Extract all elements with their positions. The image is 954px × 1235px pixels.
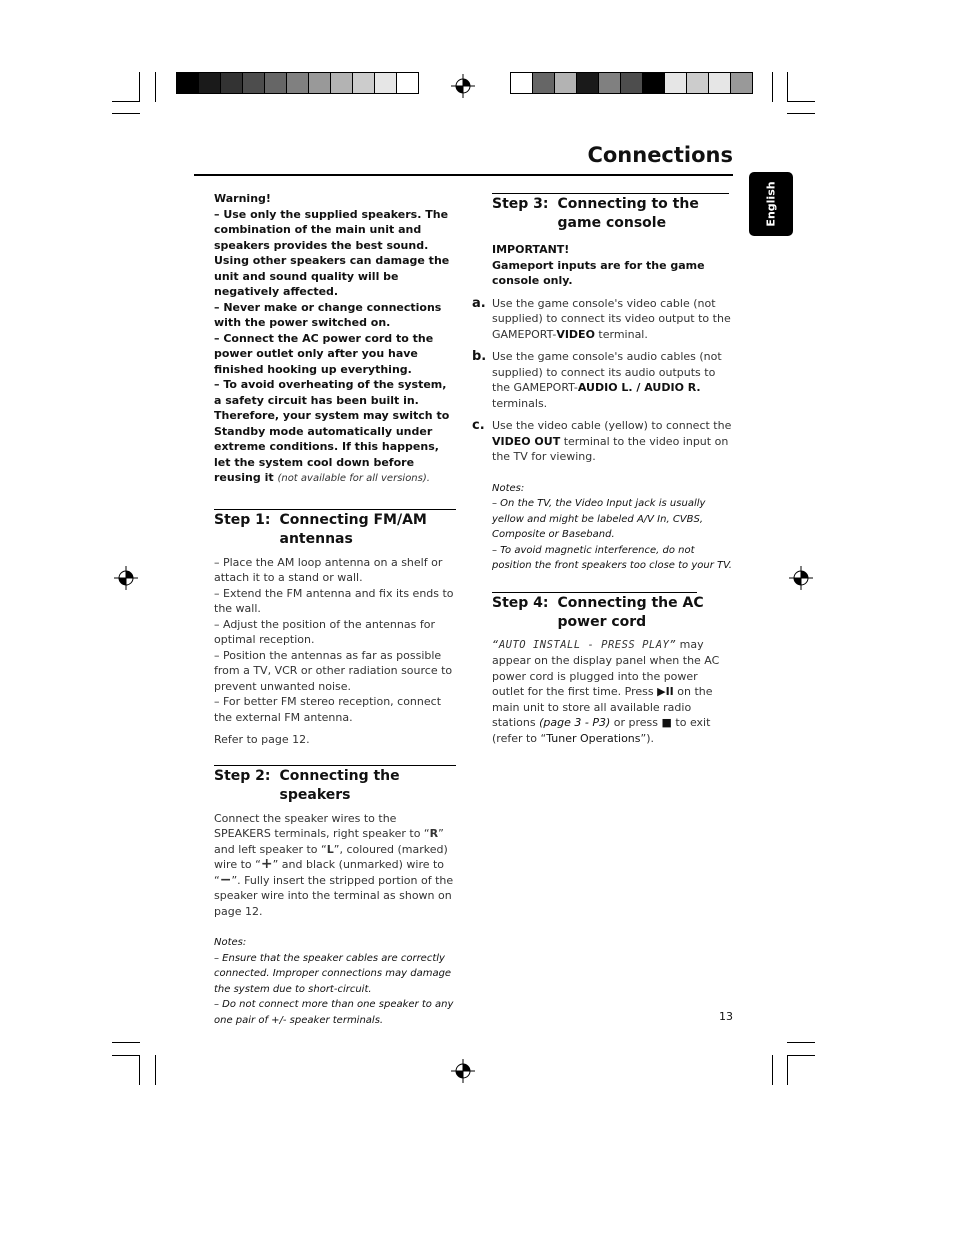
step1-rule: [214, 509, 456, 510]
step3-notes: [492, 481, 732, 574]
play-pause-icon: ▶II: [657, 685, 674, 698]
color-swatch: [576, 73, 598, 93]
warning-item: – To avoid overheating of the system, a safety circuit has been built in. Therefore, your system may switch to Standby mode automatically under extreme conditions. If this happens, let the system cool down before reusing it (not available for all versions).: [214, 378, 450, 484]
color-swatch: [286, 73, 308, 93]
color-swatch: [396, 73, 418, 93]
list-item: – Adjust the position of the antennas for optimal reception.: [214, 617, 435, 646]
color-swatch: [198, 73, 220, 93]
list-item: – For better FM stereo reception, connect the external FM antenna.: [214, 695, 442, 724]
color-swatch: [330, 73, 352, 93]
note-item: – Ensure that the speaker cables are correctly connected. Improper connections may damage the system due to short-circuit.: [214, 952, 452, 995]
note-item: – To avoid magnetic interference, do not position the front speakers too close to your TV.: [492, 544, 732, 571]
important-text: Gameport inputs are for the game console only.: [492, 258, 705, 287]
stop-icon: ■: [661, 716, 672, 729]
color-swatch: [308, 73, 330, 93]
warning-block: [214, 191, 456, 487]
warning-title: Warning!: [214, 192, 271, 205]
page-title: Connections: [587, 143, 733, 167]
list-item: – Place the AM loop antenna on a shelf or attach it to a stand or wall.: [214, 555, 443, 584]
right-column: [472, 193, 732, 746]
registration-target-icon: [114, 566, 138, 590]
step3-rule: [492, 193, 729, 194]
left-column: [214, 191, 456, 1028]
color-swatch: [220, 73, 242, 93]
language-tab-label: English: [764, 181, 778, 227]
language-tab: [749, 172, 793, 236]
color-swatch: [620, 73, 642, 93]
list-item: – Position the antennas as far as possible from a TV, VCR or other radiation source to prevent unwanted noise.: [214, 648, 453, 693]
title-rule: [194, 174, 733, 176]
note-item: – On the TV, the Video Input jack is usually yellow and might be labeled A/V In, CVBS, Composite or Baseband.: [492, 498, 706, 540]
color-swatch: [374, 73, 396, 93]
warning-item: – Never make or change connections with the power switched on.: [214, 300, 442, 329]
notes-title: Notes:: [214, 937, 247, 948]
color-swatch: [708, 73, 730, 93]
note-item: – Do not connect more than one speaker to any one pair of +/- speaker terminals.: [214, 999, 454, 1026]
notes-title: Notes:: [492, 482, 525, 494]
color-swatch: [664, 73, 686, 93]
color-swatch: [352, 73, 374, 93]
color-swatch: [264, 73, 286, 93]
step3-heading: Step 3: Connecting to the game console: [492, 196, 699, 231]
step1-list: [214, 555, 456, 748]
color-swatch: [730, 73, 752, 93]
color-swatch: [642, 73, 664, 93]
list-item: – Extend the FM antenna and fix its ends to the wall.: [214, 586, 454, 615]
lcd-message: “AUTO INSTALL - PRESS PLAY”: [492, 638, 677, 651]
color-swatch: [532, 73, 554, 93]
important-title: IMPORTANT!: [492, 243, 570, 256]
color-swatch: [242, 73, 264, 93]
important-block: [492, 242, 732, 289]
color-swatch: [177, 73, 198, 93]
registration-target-icon: [789, 566, 813, 590]
step2-notes: [214, 935, 456, 1028]
step3-item-a: a. Use the game console's video cable (not supplied) to connect its video output to the GAMEPORT-VIDEO terminal.: [472, 295, 731, 341]
step2-body: Connect the speaker wires to the SPEAKERS terminals, right speaker to “R” and left speaker to “L”, coloured (marked) wire to “+” and black (unmarked) wire to “−”. Fully insert the stripped portion of the speaker wire into the terminal as shown on page 12.: [214, 811, 454, 918]
step2-heading: Step 2: Connecting the speakers: [214, 767, 400, 803]
color-calibration-bar-right: [510, 72, 753, 94]
step2-rule: [214, 765, 456, 766]
availability-note: (not available for all versions).: [277, 473, 430, 484]
color-swatch: [686, 73, 708, 93]
step4-rule: [492, 592, 697, 593]
warning-item: – Connect the AC power cord to the power outlet only after you have finished hooking up everything.: [214, 331, 434, 376]
registration-target-icon: [451, 74, 475, 98]
color-swatch: [554, 73, 576, 93]
step3-item-c: c. Use the video cable (yellow) to connect the VIDEO OUT terminal to the video input on the TV for viewing.: [472, 418, 732, 463]
step3-item-b: b. Use the game console's audio cables (not supplied) to connect its audio outputs to the GAMEPORT-AUDIO L. / AUDIO R. terminals.: [472, 349, 722, 410]
color-swatch: [598, 73, 620, 93]
color-calibration-bar-left: [176, 72, 419, 94]
step1-heading: Step 1: Connecting FM/AM antennas: [214, 511, 427, 547]
color-swatch: [511, 73, 532, 93]
warning-item: – Use only the supplied speakers. The combination of the main unit and speakers provides the best sound. Using other speakers can damage the unit and sound quality will be negatively affected.: [214, 207, 450, 298]
step4-body: “AUTO INSTALL - PRESS PLAY” may appear on the display panel when the AC power cord is plugged into the power outlet for the first time. Press ▶II on the main unit to store all available radio stations (page 3 - P3) or press ■ to exit (refer to “Tuner Operations”).: [492, 637, 720, 745]
refer-text: Refer to page 12.: [214, 733, 310, 746]
step4-heading: Step 4: Connecting the AC power cord: [492, 594, 704, 630]
registration-target-icon: [451, 1059, 475, 1083]
page-number: 13: [719, 1010, 733, 1023]
